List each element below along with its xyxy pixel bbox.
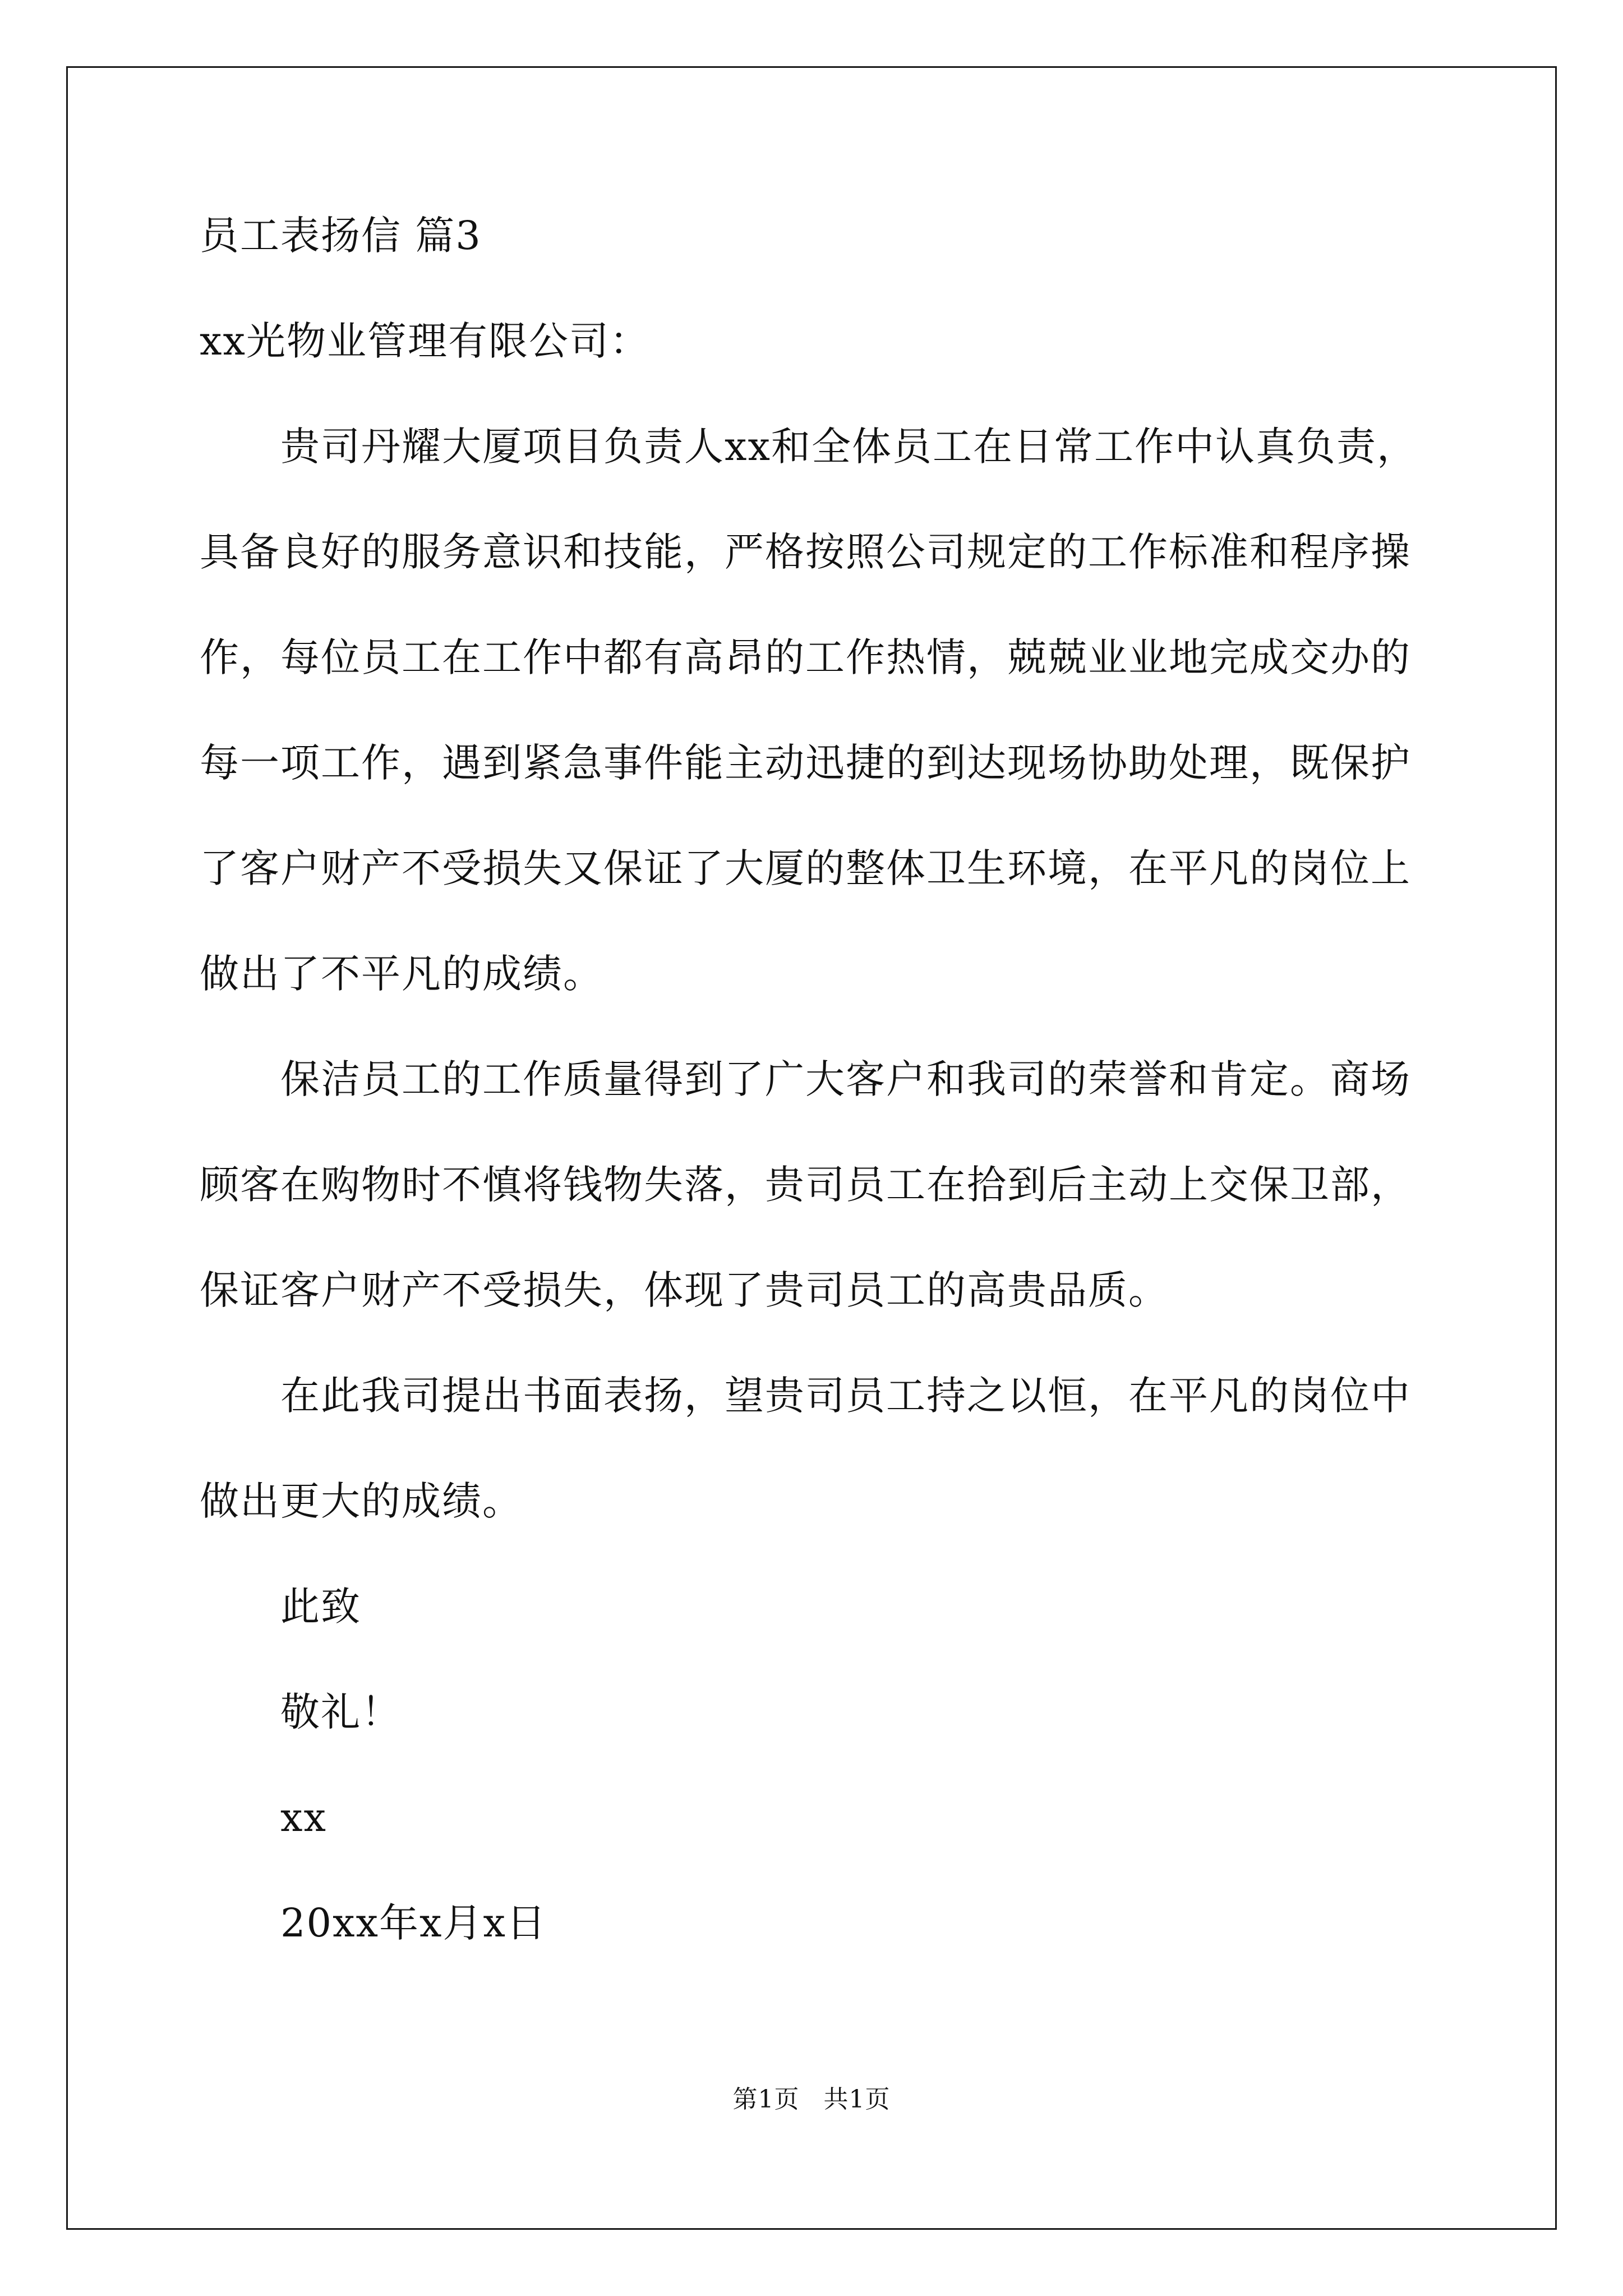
closing-regards: 此致 <box>200 1584 361 1630</box>
salutation: xx光物业管理有限公司： <box>200 318 650 364</box>
date: 20xx年x月x日 <box>200 1900 547 1946</box>
page-current: 第1页 <box>732 2085 800 2114</box>
paragraph-line: 做出更大的成绩。 <box>200 1478 523 1524</box>
paragraph-line: 贵司丹耀大厦项目负责人xx和全体员工在日常工作中认真负责， <box>200 424 1417 470</box>
page-total: 共1页 <box>823 2085 891 2114</box>
paragraph-line: 保洁员工的工作质量得到了广大客户和我司的荣誉和肯定。商场 <box>200 1056 1411 1102</box>
paragraph-line: 了客户财产不受损失又保证了大厦的整体卫生环境，在平凡的岗位上 <box>200 845 1411 891</box>
paragraph-line: 顾客在购物时不慎将钱物失落，贵司员工在拾到后主动上交保卫部， <box>200 1162 1411 1208</box>
paragraph-line: 每一项工作，遇到紧急事件能主动迅捷的到达现场协助处理，既保护 <box>200 740 1411 786</box>
closing-salute: 敬礼！ <box>200 1689 402 1735</box>
paragraph-line: 保证客户财产不受损失，体现了贵司员工的高贵品质。 <box>200 1267 1169 1313</box>
page-footer <box>0 2086 1623 2114</box>
paragraph-line: 做出了不平凡的成绩。 <box>200 951 603 997</box>
paragraph-line: 具备良好的服务意识和技能，严格按照公司规定的工作标准和程序操 <box>200 529 1411 575</box>
paragraph-line: 在此我司提出书面表扬，望贵司员工持之以恒，在平凡的岗位中 <box>200 1373 1411 1419</box>
paragraph-line: 作，每位员工在工作中都有高昂的工作热情，兢兢业业地完成交办的 <box>200 634 1411 680</box>
document-heading: 员工表扬信 篇3 <box>200 213 482 259</box>
signature: xx <box>200 1795 327 1841</box>
